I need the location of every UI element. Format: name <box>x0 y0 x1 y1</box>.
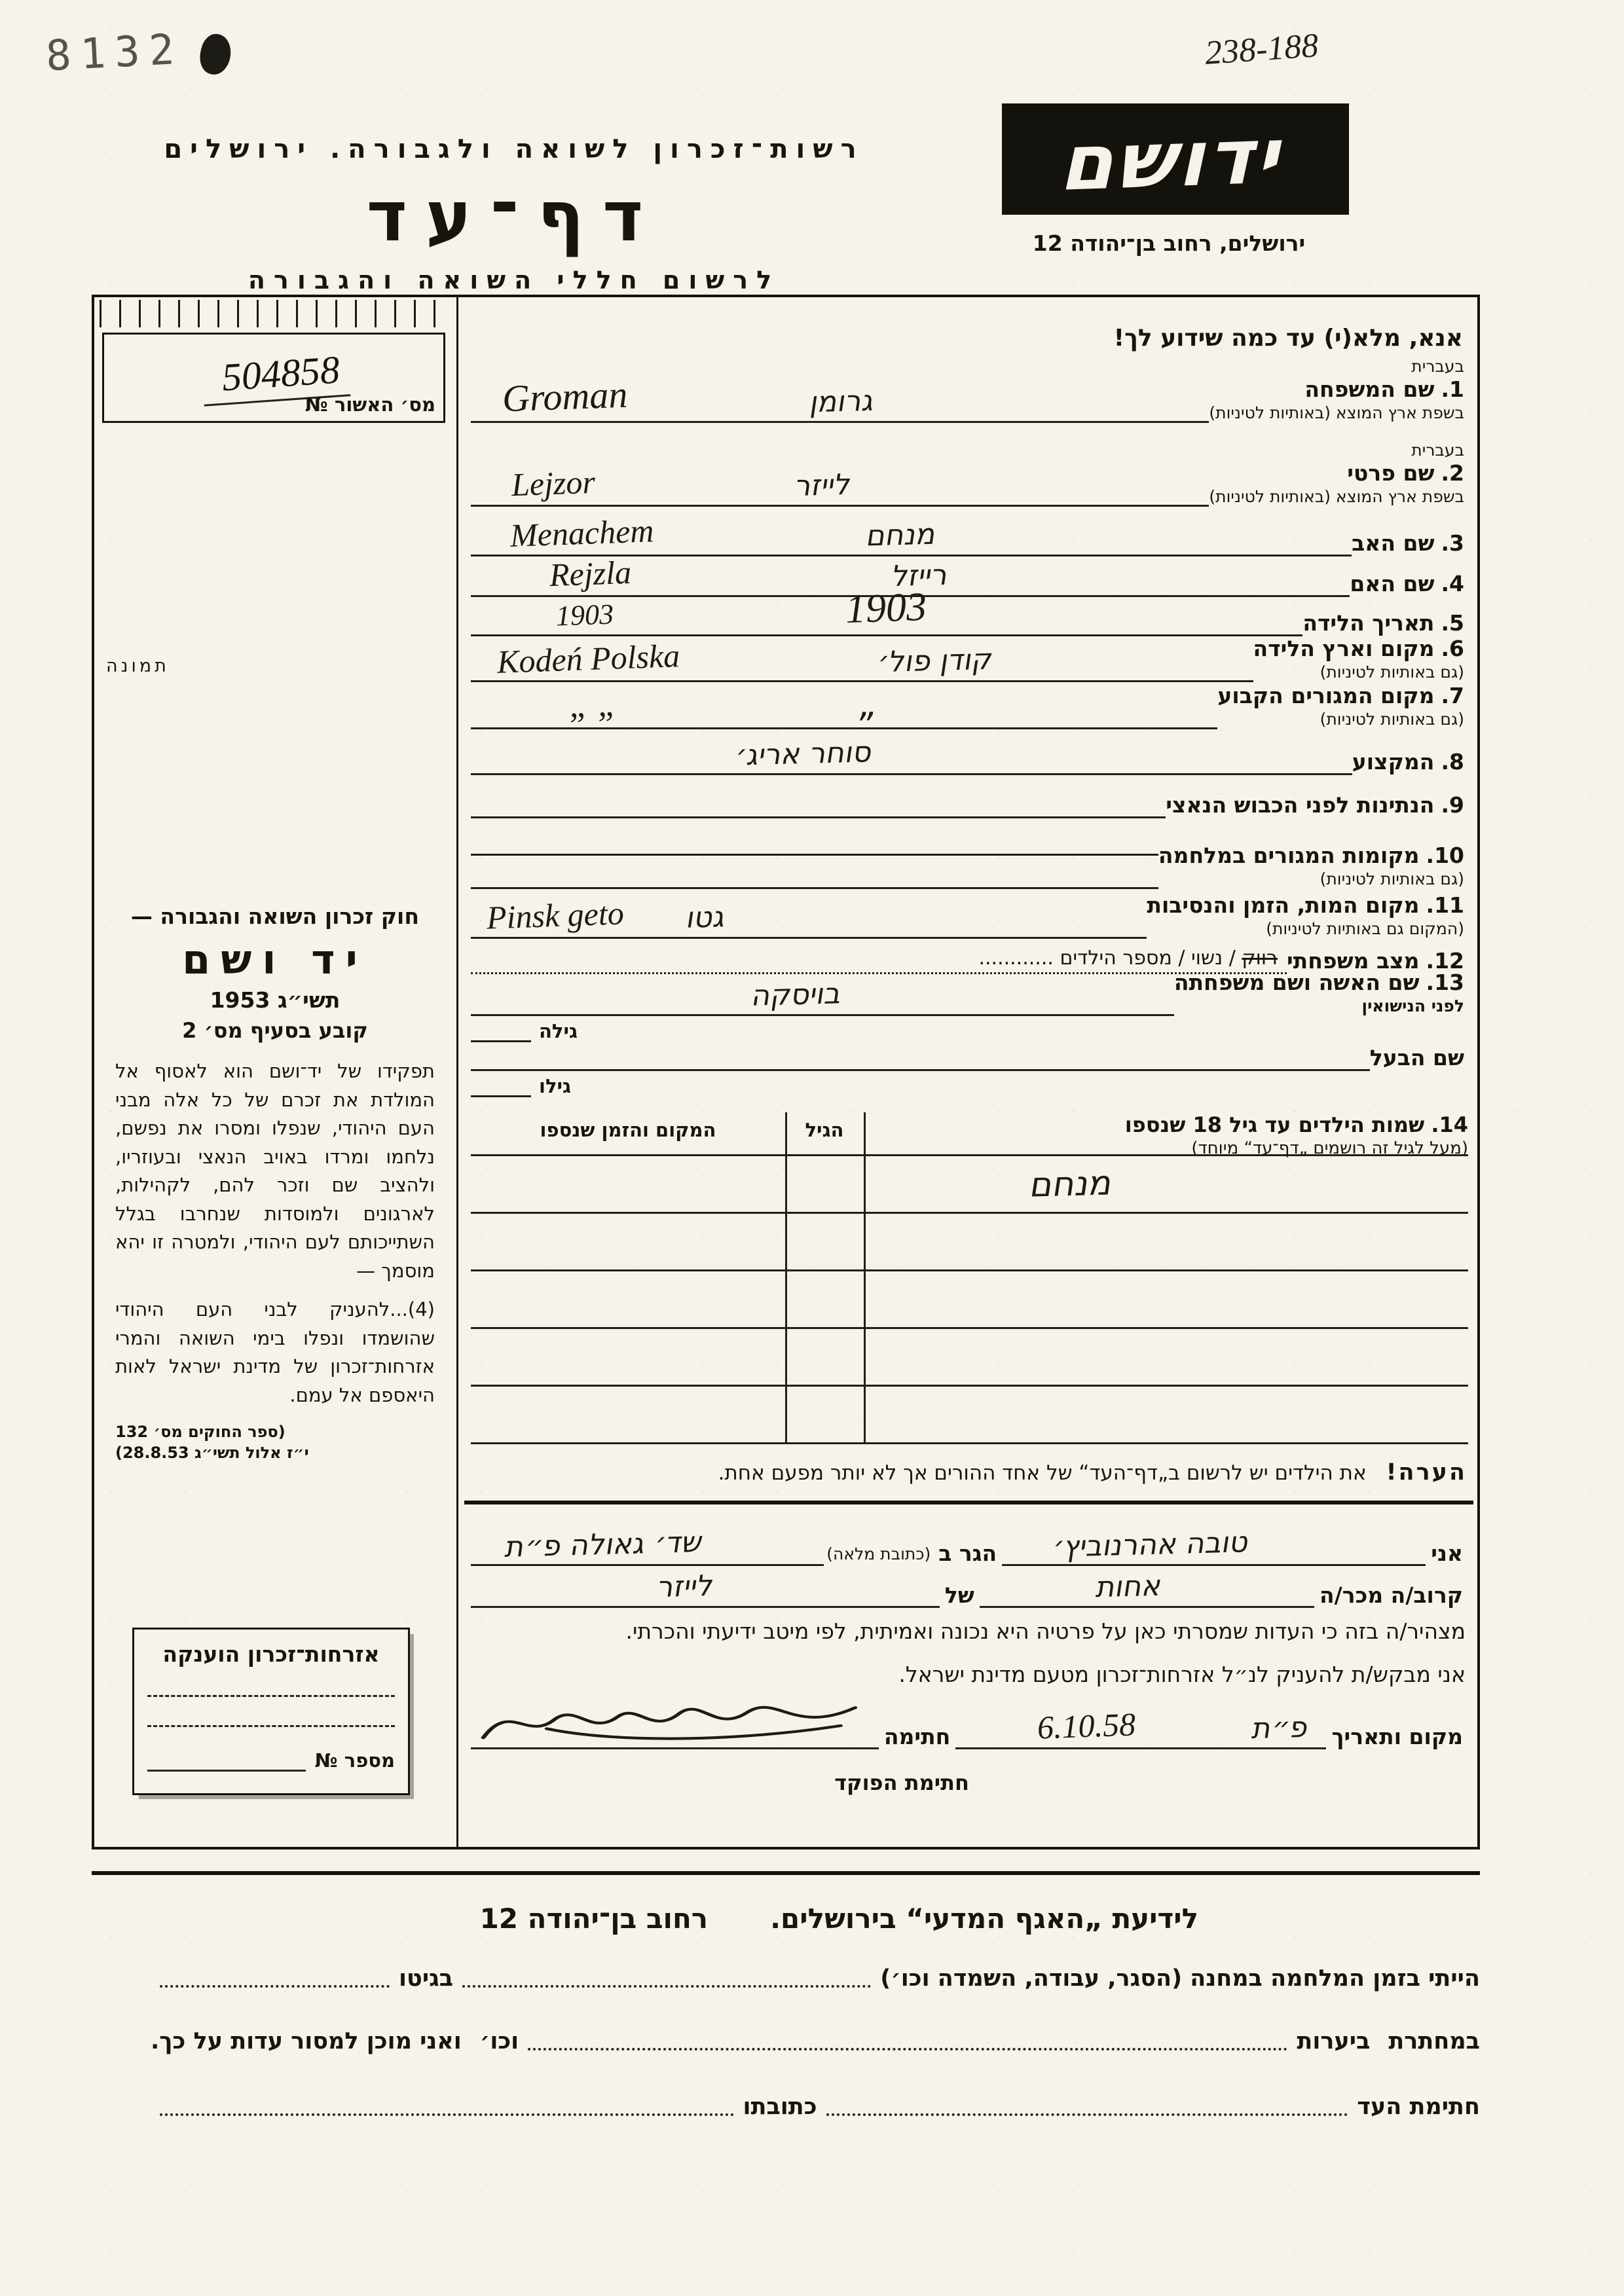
first-name-hebrew-entry: לייזר <box>793 467 854 503</box>
birth-place-latin-entry: Kodeń Polska <box>496 637 681 680</box>
marital-status-options: רווק / נשוי / מספר הילדים ............ <box>978 947 1278 970</box>
children-age-column-header: הגיל <box>805 1119 844 1141</box>
citizenship-blank-line <box>147 1697 395 1727</box>
main-form-box <box>92 295 1480 1850</box>
children-section <box>471 1112 1468 1442</box>
field-mother-name: 4.שם האם רייזל Rejzla <box>471 560 1468 597</box>
left-panel <box>94 297 456 1847</box>
footer-separator <box>92 1871 1480 1875</box>
column-divider <box>456 297 458 1847</box>
mother-name-hebrew-entry: רייזל <box>890 558 951 594</box>
children-table-row-line <box>471 1327 1468 1329</box>
photo-placeholder-label: תמונה <box>106 656 170 676</box>
fields-area <box>464 297 1473 1847</box>
forests-label: ביערות <box>1297 2028 1371 2054</box>
approval-number-label: מס׳ האשור № <box>304 393 435 416</box>
field-citizenship: 9.הנתינות לפני הכבוש הנאצי <box>471 779 1468 818</box>
citizenship-request: אני מבקש/ת להעניק לנ״ל אזרחות־זכרון מטעם מדינת ישראל. <box>898 1662 1466 1687</box>
ghetto-answer-line <box>160 1968 390 1988</box>
witness-address-label: כתובתו <box>743 2094 817 2120</box>
forests-answer-line <box>528 2031 1287 2050</box>
child-name-entry: מנחם <box>1027 1163 1116 1205</box>
children-place-column-header: המקום והזמן שנספו <box>540 1119 716 1141</box>
father-name-hebrew-entry: מנחם <box>864 517 939 553</box>
law-body-text: תפקידו של יד־ושם הוא לאסוף אל המולדת את זכרם של כל אלה מבני העם היהודי, שנפלו ומסרו את נפשם, נלחמו ומרדו באויב הנאצי ובעוזריו, ולהציב שם וזכר להם, לקהילות, לארגונים ולמוסדות שנחרבו בגלל השתייכותם לעם היהודי, ולמטרה זו יהא מוסמך — <box>115 1060 435 1282</box>
relationship-line <box>980 1569 1314 1608</box>
declarant-name-entry: טובה אהרנוביץ׳ <box>1050 1525 1251 1564</box>
camp-label: הייתי בזמן המלחמה במחנה (הסגר, עבודה, השמדה וכו׳) <box>880 1965 1480 1992</box>
citizenship-granted-title: אזרחות־זכרון הוענקה <box>162 1641 380 1667</box>
field-place-of-death: 11.מקום המות, הזמן והנסיבות (המקום גם באותיות לטיניות) גטו Pinsk geto <box>471 893 1468 939</box>
handwritten-archive-number: 238-188 <box>1204 27 1320 72</box>
birth-place-hebrew-entry: קודן פול׳ <box>874 642 996 680</box>
birth-date-hebrew-side-entry: 1903 <box>844 584 927 632</box>
residence-ditto-hebrew: „ <box>856 683 881 725</box>
place-entry: פ״ת <box>1249 1710 1311 1746</box>
field-birth-date-line <box>471 584 1302 636</box>
citizenship-number-row: מספר № <box>147 1749 395 1772</box>
scientific-branch-address: רחוב בן־יהודה 12 <box>479 1903 709 1935</box>
field-permanent-residence-line <box>471 683 1217 729</box>
field-family-name-label: בעברית 1.שם המשפחה בשפת ארץ המוצא (באותיות לטיניות) <box>1209 356 1464 422</box>
signature-label: חתימה <box>883 1724 951 1749</box>
law-body-text-2: (4)...להעניק לבני העם היהודי שהושמדו ונפלו בימי השואה והמרי אזרחות־זכרון של מדינת ישראל לאות היאספם אל עמם. <box>115 1298 435 1406</box>
wife-name-entry: בויסקה <box>749 977 844 1013</box>
children-table-row-line <box>471 1212 1468 1214</box>
field-father-name-line <box>471 512 1352 556</box>
relationship-row <box>471 1569 1468 1608</box>
husband-age-field <box>471 1075 571 1097</box>
date-entry: 6.10.58 <box>1036 1705 1136 1746</box>
mother-name-latin-entry: Rejzla <box>549 553 632 594</box>
i-label: אני <box>1431 1540 1463 1566</box>
perforation-ticks <box>100 300 450 327</box>
place-date-line <box>955 1706 1326 1749</box>
footer-witness-row <box>151 2094 1480 2120</box>
footer-underground-row <box>151 2028 1480 2054</box>
field-first-name-line <box>471 428 1209 507</box>
note-label: הערה! <box>1386 1459 1467 1485</box>
profession-entry: סוחר אריג׳ <box>732 735 875 773</box>
declarant-identity-row <box>471 1525 1468 1566</box>
note-text: את הילדים יש לרשום ב„דף־העד“ של אחד ההורים אך לא יותר מפעם אחת. <box>718 1461 1367 1485</box>
memorial-citizenship-box <box>132 1628 410 1795</box>
wartime-residences-line-1 <box>471 822 1158 856</box>
field-birth-place: 6.מקום וארץ הלידה (גם באותיות לטיניות) קודן פול׳ Kodeń Polska <box>471 640 1468 682</box>
footer-title-row <box>151 1903 1480 1935</box>
declarant-address-entry: שד׳ גאולה פ״ת <box>503 1525 705 1564</box>
wartime-residences-line-2 <box>471 856 1158 889</box>
father-name-latin-entry: Menachem <box>509 512 655 554</box>
field-husband-name <box>471 1041 1468 1071</box>
children-table-vline <box>864 1112 866 1442</box>
family-name-latin-entry: Groman <box>501 373 629 420</box>
authority-line: רשות־זכרון לשואה ולגבורה. ירושלים <box>164 134 864 164</box>
bachelor-option-struck: רווק <box>1242 947 1278 970</box>
ink-blot <box>196 31 234 77</box>
field-profession-line <box>471 733 1352 775</box>
law-reference: (ספר החוקים מס׳ 132 י״ז אלול תשי״ג 28.8.53) <box>115 1423 309 1463</box>
field-father-name: 3.שם האב מנחם Menachem <box>471 520 1468 556</box>
official-signature-label: חתימת הפוקד <box>834 1770 969 1795</box>
field-permanent-residence: 7.מקום המגורים הקבוע (גם באותיות לטיניות) „ „ „ <box>471 687 1468 729</box>
signature-line <box>471 1706 879 1749</box>
wife-age-field <box>471 1020 578 1042</box>
scientific-branch-title: לידיעת „האגף המדעי“ בירושלים. <box>770 1903 1198 1935</box>
field-marital-status: 12.מצב משפחתי רווק / נשוי / מספר הילדים ............ <box>471 943 1468 974</box>
form-title: דף־עד <box>366 176 662 257</box>
field-first-name-label: בעברית 2.שם פרטי בשפת ארץ המוצא (באותיות לטיניות) <box>1209 440 1464 506</box>
husband-name-label: שם הבעל <box>1369 1044 1464 1070</box>
relative-label: קרוב/ה מכר/ה <box>1320 1582 1463 1608</box>
field-wartime-residences: 10.מקומות המגורים במלחמה (גם באותיות לטיניות) <box>471 822 1468 889</box>
children-table-row-line <box>471 1154 1468 1156</box>
wife-age-line <box>471 1025 531 1042</box>
truth-statement: מצהיר/ה בזה כי העדות שמסרתי כאן על פרטיה היא נכונה ואמיתית, לפי מיטב ידיעתי והכרתי. <box>625 1618 1466 1644</box>
etc-label: וכו׳ <box>479 2028 519 2054</box>
field-place-of-death-line <box>471 893 1147 939</box>
full-address-note: (כתובת מלאה) <box>826 1544 931 1563</box>
yad-vashem-logo <box>1002 103 1349 215</box>
resides-label: הגר ב <box>938 1540 997 1566</box>
camp-answer-line <box>462 1968 871 1988</box>
field-birth-place-line <box>471 637 1253 682</box>
children-note <box>471 1459 1467 1485</box>
first-name-latin-entry: Lejzor <box>511 463 596 503</box>
field-citizenship-line <box>471 779 1166 818</box>
of-whom-entry: לייזר <box>655 1569 717 1605</box>
approval-number-value: 504858 <box>201 346 351 406</box>
fill-in-instruction: אנא, מלא(י) עד כמה שידוע לך! <box>1113 325 1463 352</box>
place-date-label: מקום ותאריך <box>1331 1724 1463 1749</box>
children-table-row-line <box>471 1269 1468 1271</box>
wife-age-label: גילה <box>539 1020 578 1042</box>
declarant-address-line <box>471 1525 824 1566</box>
field-birth-date: 5.תאריך הלידה 1903 1903 <box>471 600 1468 636</box>
declarant-name-line <box>1002 1525 1426 1566</box>
children-table-row-line <box>471 1442 1468 1444</box>
testify-label: ואני מוכן למסור עדות על כך. <box>151 2028 462 2054</box>
children-table-vline <box>785 1112 787 1442</box>
law-yad-vashem-wordmark: יד ושם <box>182 936 368 983</box>
law-clause: קובע בסעיף מס׳ 2 <box>182 1018 368 1043</box>
residence-ditto-latin: „ „ <box>568 683 618 725</box>
citizenship-number-line <box>147 1749 306 1772</box>
witness-signature-line <box>826 2096 1348 2116</box>
pencil-catalog-number: 8132 <box>45 25 185 81</box>
field-marital-status-line <box>471 943 1287 974</box>
law-year: תשי״ג 1953 <box>210 987 341 1013</box>
field-wife-name-line <box>471 978 1174 1016</box>
place-of-death-hebrew-entry: גטו <box>684 900 728 935</box>
birth-date-latin-entry: 1903 <box>555 598 614 632</box>
witness-address-line <box>160 2096 734 2116</box>
children-table-row-line <box>471 1385 1468 1387</box>
husband-age-line <box>471 1080 531 1097</box>
place-date-signature-row <box>471 1706 1468 1749</box>
field-profession: 8.המקצוע סוחר אריג׳ <box>471 733 1468 775</box>
field-family-name <box>471 343 1468 423</box>
section-separator <box>464 1501 1473 1504</box>
yad-vashem-logo-text: ידושם <box>1054 110 1297 208</box>
family-name-hebrew-entry: גרומן <box>807 384 877 420</box>
underground-label: במחתרת <box>1388 2028 1480 2054</box>
form-subtitle: לרשום חללי השואה והגבורה <box>248 266 781 295</box>
witness-signature-label: חתימת העד <box>1357 2094 1480 2120</box>
signature-scrawl <box>473 1691 865 1751</box>
field-first-name <box>471 428 1468 507</box>
children-field-label: 14.שמות הילדים עד גיל 18 שנספו (מעל לגיל זה רושמים „דף־עד“ מיוחד) <box>1124 1112 1468 1158</box>
approval-number-box <box>102 333 445 423</box>
of-whom-line <box>471 1569 940 1608</box>
place-of-death-latin-entry: Pinsk geto <box>486 894 625 936</box>
of-label: של <box>944 1582 974 1608</box>
law-heading: חוק זכרון השואה והגבורה — <box>130 903 420 929</box>
footer-camp-row <box>151 1965 1480 1992</box>
husband-age-label: גילו <box>539 1075 571 1097</box>
header-address: ירושלים, רחוב בן־יהודה 12 <box>1032 230 1306 256</box>
ghetto-label: בגיטו <box>399 1965 454 1992</box>
field-wife-name: 13.שם האשה ושם משפחתה לפני הנישואין בויסקה <box>471 978 1468 1016</box>
form-header <box>144 134 884 295</box>
citizenship-blank-line <box>147 1667 395 1697</box>
relationship-entry: אחות <box>1094 1569 1164 1605</box>
law-excerpt <box>115 903 435 1464</box>
field-husband-name-line <box>471 1041 1370 1071</box>
field-family-name-line <box>471 343 1209 423</box>
